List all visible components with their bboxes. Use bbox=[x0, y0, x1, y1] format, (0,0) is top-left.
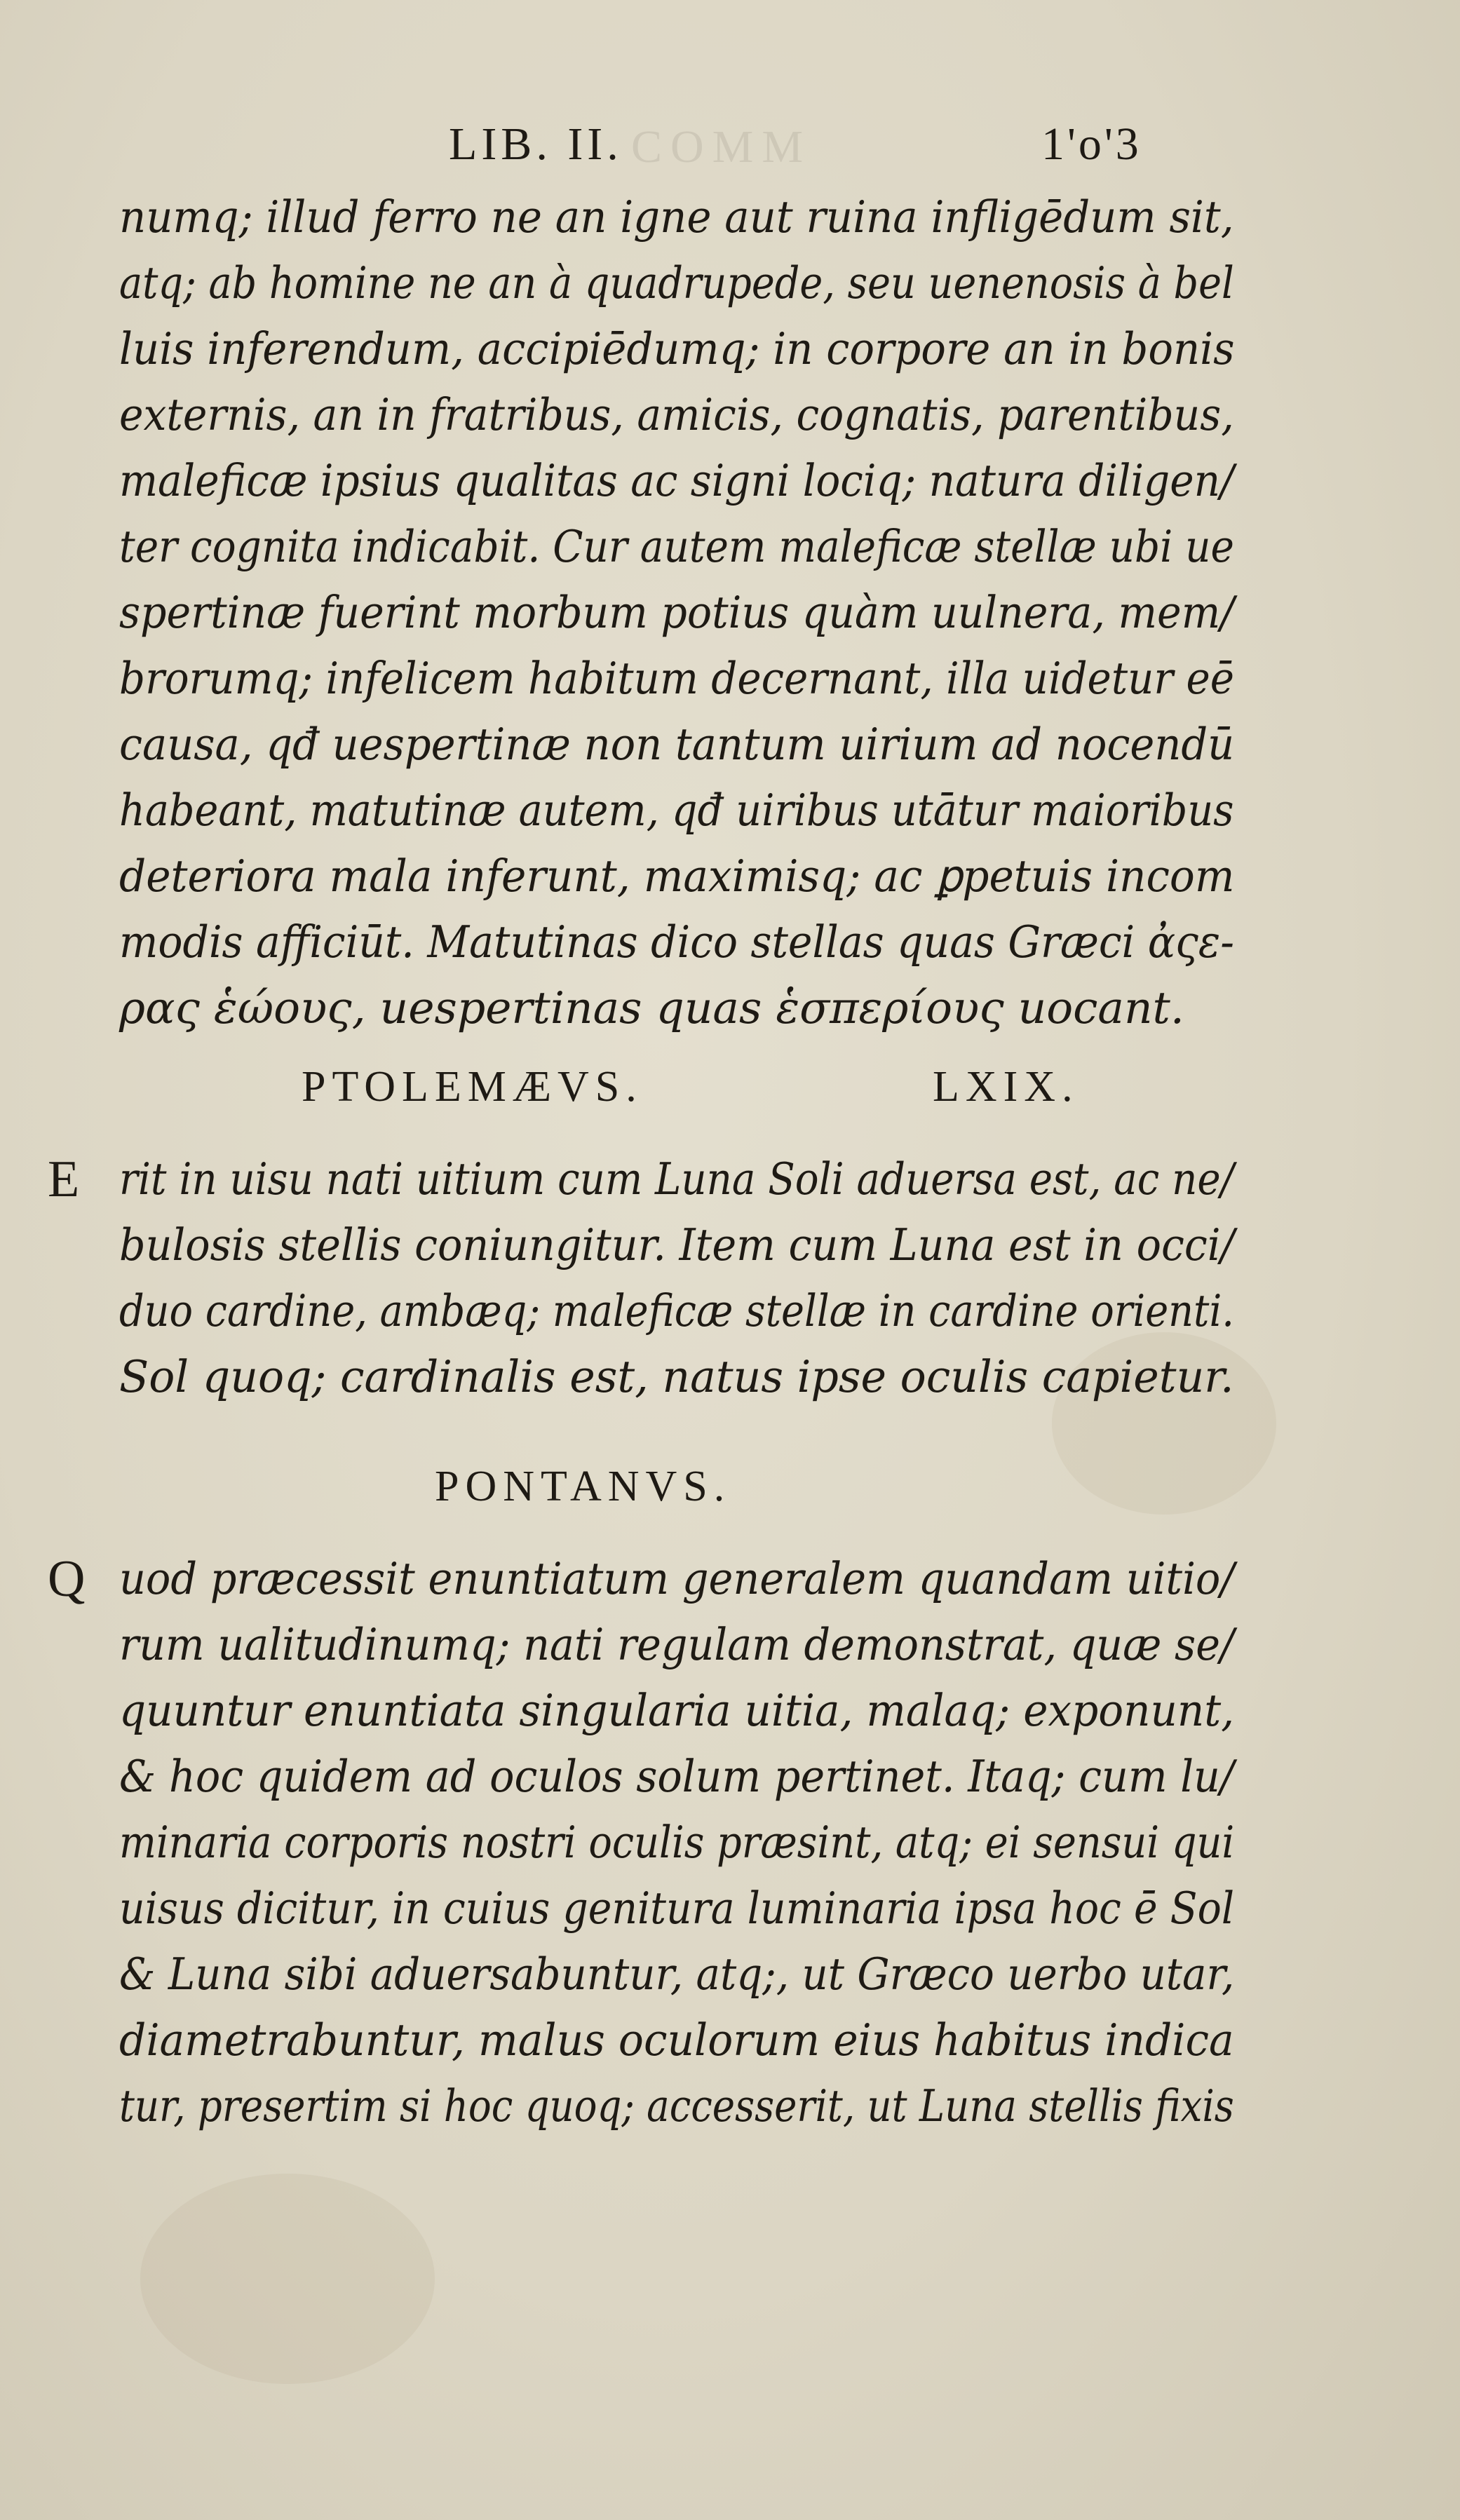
running-head: LIB. II. bbox=[449, 118, 623, 170]
text-line: quuntur enuntiata singularia uitia, malaq; exponunt, bbox=[119, 1685, 1235, 1736]
text-line: brorumq; infelicem habitum decernant, illa uidetur eē bbox=[119, 653, 1234, 704]
initial-letter: E bbox=[48, 1151, 80, 1208]
text-line: Sol quoq; cardinalis est, natus ipse oculis capietur. bbox=[119, 1351, 1234, 1402]
text-line: deteriora mala inferunt, maximisq; ac ꝑpetuis incom bbox=[119, 851, 1235, 902]
text-line: uod præcessit enuntiatum generalem quandam uitio/ bbox=[119, 1553, 1235, 1604]
text-line: maleficæ ipsius qualitas ac signi lociq; natura diligen/ bbox=[119, 455, 1234, 506]
text-line: diametrabuntur, malus oculorum eius habitus indica bbox=[119, 2014, 1234, 2066]
text-line: tur, presertim si hoc quoq; accesserit, ut Luna stellis fixis bbox=[119, 2080, 1234, 2132]
paper-stain bbox=[140, 2174, 435, 2384]
text-line: rum ualitudinumq; nati regulam demonstrat, quæ se/ bbox=[119, 1619, 1234, 1670]
text-line: & hoc quidem ad oculos solum pertinet. Itaq; cum lu/ bbox=[119, 1751, 1234, 1802]
section-heading-pontanus: PONTANVS. bbox=[435, 1463, 731, 1510]
text-line: numq; illud ferro ne an igne aut ruina infligēdum sit, bbox=[119, 191, 1234, 243]
page-number: 1'o'3 bbox=[1041, 118, 1142, 170]
text-line: & Luna sibi aduersabuntur, atq;, ut Græco uerbo utar, bbox=[119, 1949, 1235, 2000]
text-line: ρας ἑώους, uespertinas quas ἑσπερίους uocant. bbox=[119, 982, 1184, 1034]
text-line: causa, qđ uespertinæ non tantum uirium ad nocendū bbox=[119, 719, 1235, 770]
text-line: ter cognita indicabit. Cur autem maleficæ stellæ ubi ue bbox=[119, 521, 1234, 572]
text-line: luis inferendum, accipiēdumq; in corpore an in bonis bbox=[119, 323, 1235, 374]
text-line: minaria corporis nostri oculis præsint, atq; ei sensui qui bbox=[119, 1817, 1235, 1868]
text-line: atq; ab homine ne an à quadrupede, seu uenenosis à bel bbox=[119, 257, 1234, 309]
heading-author: PTOLEMÆVS. bbox=[302, 1063, 643, 1111]
text-line: duo cardine, ambæq; maleficæ stellæ in cardine orienti. bbox=[119, 1285, 1234, 1336]
text-line: modis afficiūt. Matutinas dico stellas quas Græci ἀςε- bbox=[119, 916, 1234, 968]
heading-number: LXIX. bbox=[933, 1063, 1079, 1111]
bleed-through-text: COMM bbox=[631, 121, 812, 172]
text-line: spertinæ fuerint morbum potius quàm uulnera, mem/ bbox=[119, 587, 1234, 638]
initial-letter: Q bbox=[48, 1550, 86, 1608]
text-line: externis, an in fratribus, amicis, cognatis, parentibus, bbox=[119, 389, 1234, 440]
text-line: rit in uisu nati uitium cum Luna Soli aduersa est, ac ne/ bbox=[119, 1153, 1234, 1205]
text-line: habeant, matutinæ autem, qđ uiribus utātur maioribus bbox=[119, 785, 1234, 836]
text-line: bulosis stellis coniungitur. Item cum Luna est in occi/ bbox=[119, 1219, 1235, 1271]
text-line: uisus dicitur, in cuius genitura luminaria ipsa hoc ē Sol bbox=[119, 1883, 1235, 1934]
